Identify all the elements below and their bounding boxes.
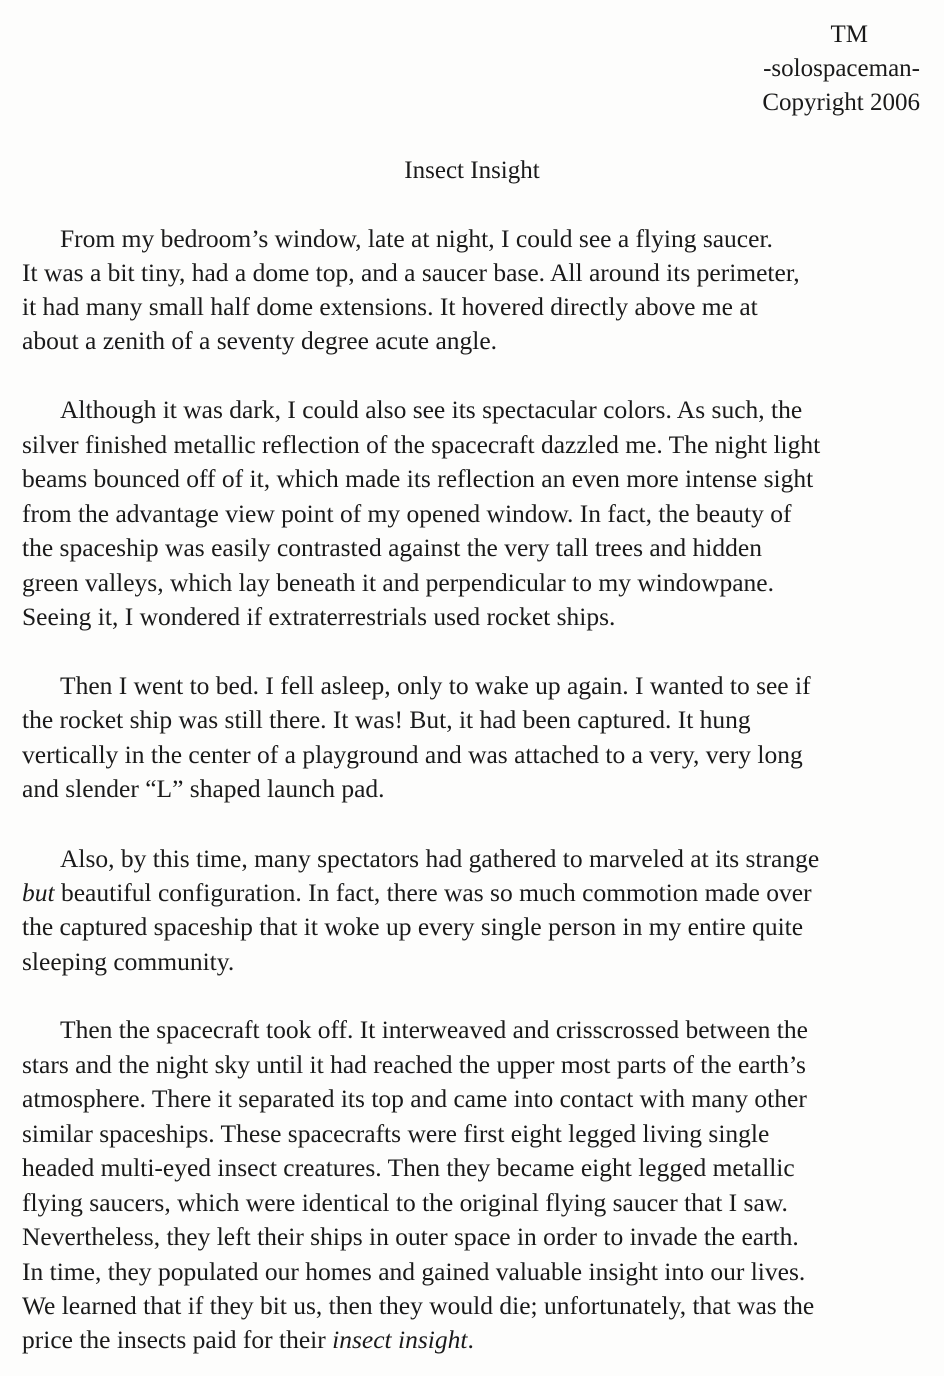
paragraph-3-line-2: the rocket ship was still there. It was! But, it had been captured. It hung	[22, 705, 751, 734]
paragraph-4-line-2	[22, 876, 812, 910]
final-period: .	[467, 1325, 474, 1354]
paragraph-5-line-10-text: price the insects paid for their	[22, 1325, 333, 1354]
copyright-notice: Copyright 2006	[762, 89, 920, 116]
paragraph-1-line-1: From my bedroom’s window, late at night, I could see a flying saucer.	[60, 224, 773, 253]
paragraph-5-line-10	[22, 1323, 474, 1357]
paragraph-2-line-3: beams bounced off of it, which made its reflection an even more intense sight	[22, 464, 814, 493]
paragraph-1-line-2: It was a bit tiny, had a dome top, and a saucer base. All around its perimeter,	[22, 258, 800, 287]
paragraph-4-line-2-text: beautiful configuration. In fact, there was so much commotion made over	[54, 878, 812, 907]
paragraph-5-line-1: Then the spacecraft took off. It interweaved and crisscrossed between the	[60, 1015, 808, 1044]
paragraph-5-line-5: headed multi-eyed insect creatures. Then they became eight legged metallic	[22, 1153, 795, 1182]
trademark-mark: TM	[830, 21, 868, 48]
paragraph-5-line-6: flying saucers, which were identical to the original flying saucer that I saw.	[22, 1188, 788, 1217]
paragraph-2-line-6: green valleys, which lay beneath it and perpendicular to my windowpane.	[22, 568, 775, 597]
emphasis-but: but	[22, 878, 55, 907]
emphasis-insect-insight: insect insight	[332, 1325, 468, 1354]
paragraph-3-line-1: Then I went to bed. I fell asleep, only to wake up again. I wanted to see if	[60, 671, 811, 700]
paragraph-1-line-3: it had many small half dome extensions. It hovered directly above me at	[22, 292, 758, 321]
paragraph-5-line-7: Nevertheless, they left their ships in outer space in order to invade the earth.	[22, 1222, 799, 1251]
paragraph-4-line-3: the captured spaceship that it woke up every single person in my entire quite	[22, 912, 804, 941]
author-name: -solospaceman-	[763, 55, 920, 82]
story-title: Insect Insight	[404, 157, 540, 184]
paragraph-2-line-5: the spaceship was easily contrasted against the very tall trees and hidden	[22, 533, 762, 562]
paragraph-4-line-4: sleeping community.	[22, 947, 235, 976]
copyright-header	[762, 18, 920, 120]
paragraph-2-line-1: Although it was dark, I could also see its spectacular colors. As such, the	[60, 395, 803, 424]
paragraph-2-line-2: silver finished metallic reflection of the spacecraft dazzled me. The night light	[22, 430, 821, 459]
paragraph-3-line-4: and slender “L” shaped launch pad.	[22, 774, 385, 803]
paragraph-5-line-8: In time, they populated our homes and gained valuable insight into our lives.	[22, 1257, 806, 1286]
paragraph-1-line-4: about a zenith of a seventy degree acute angle.	[22, 326, 498, 355]
paragraph-2-line-4: from the advantage view point of my opened window. In fact, the beauty of	[22, 499, 792, 528]
paragraph-5-line-9: We learned that if they bit us, then they would die; unfortunately, that was the	[22, 1291, 815, 1320]
paragraph-2-line-7: Seeing it, I wondered if extraterrestrials used rocket ships.	[22, 602, 616, 631]
paragraph-5-line-2: stars and the night sky until it had reached the upper most parts of the earth’s	[22, 1050, 806, 1079]
paragraph-3-line-3: vertically in the center of a playground and was attached to a very, very long	[22, 740, 803, 769]
paragraph-4-line-1: Also, by this time, many spectators had gathered to marveled at its strange	[60, 844, 820, 873]
paragraph-5-line-3: atmosphere. There it separated its top and came into contact with many other	[22, 1084, 807, 1113]
paragraph-5-line-4: similar spaceships. These spacecrafts were first eight legged living single	[22, 1119, 770, 1148]
